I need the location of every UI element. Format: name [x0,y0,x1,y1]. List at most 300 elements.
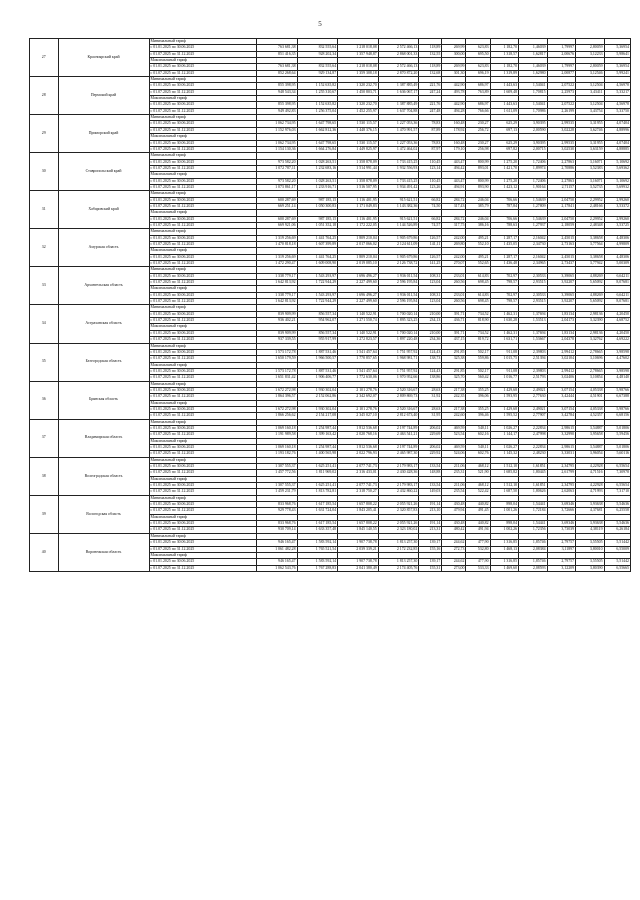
tariff-value: 2,99412 [547,368,576,374]
tariff-value: 946 165,47 [256,559,297,565]
tariff-value: 929 134,87 [297,70,338,76]
tariff-value: 1 700 020,14 [378,311,419,317]
tariff-value: 1 672 272,98 [256,387,297,393]
max-tariff-label: Максимальный тариф [149,248,256,254]
tariff-value: 3,90395 [519,140,548,146]
period-label: с 01.01.2025 по 30.06.2025 [149,464,256,470]
tariff-value: 973 582,20 [256,159,297,165]
tariff-value: 3,53372 [604,203,630,209]
tariff-value: 2,78665 [576,368,605,374]
tariff-value: 3,43411 [576,89,605,95]
tariff-value: 2 174 405,76 [378,565,419,571]
tariff-value: 3,55505 [576,540,605,546]
tariff-value: 1 028 263,51 [297,159,338,165]
tariff-value: 915 621,51 [378,197,419,203]
max-tariff-label: Максимальный тариф [149,210,256,216]
region-number: 37 [30,419,59,457]
tariff-value: 1 609,48 [490,89,519,95]
tariff-value: 946 165,47 [256,540,297,546]
max-tariff-label: Максимальный тариф [149,438,256,444]
tariff-value: 1,54041 [519,102,548,108]
tariff-value: 469,59 [442,445,466,451]
tariff-value: 355,25 [466,406,490,412]
tariff-value: 242,60 [442,413,466,419]
tariff-value: 1 436,48 [490,261,519,267]
tariff-value: 800,99 [466,159,490,165]
tariff-value: 430,48 [442,521,466,527]
tariff-value: 1 357 948,87 [338,51,379,57]
tariff-value: 1 647 798,65 [297,140,338,146]
tariff-value: 600 287,69 [256,216,297,222]
tariff-value: 273,00 [442,565,466,571]
tariff-value: 1 443,63 [490,102,519,108]
tariff-value: 437,15 [442,337,466,343]
tariff-value: 3,72666 [547,508,576,514]
period-label: с 01.07.2025 по 31.12.2025 [149,108,256,114]
tariff-value: 3,32390 [576,318,605,324]
tariff-value: 763 681,38 [256,64,297,70]
tariff-value: 948 543,34 [256,89,297,95]
tariff-value: 832 555,64 [297,45,338,51]
region-name: Архангельская область [58,267,149,305]
tariff-value: 391,71 [442,330,466,336]
tariff-value: 2,47998 [519,432,548,438]
tariff-value: 269,99 [442,64,466,70]
tariff-value: 480,42 [442,527,466,533]
tariff-value: 1 050 300,83 [297,203,338,209]
tariff-value: 2,80059 [576,64,605,70]
tariff-value: 2 572 466,13 [378,45,419,51]
tariff-value: 477,90 [466,540,490,546]
tariff-value: 3,10854 [576,375,605,381]
tariff-value: 1 930 302,04 [297,406,338,412]
tariff-value: 787,84 [490,203,519,209]
tariff-value: 242,00 [442,235,466,241]
tariff-value: 911,08 [490,349,519,355]
tariff-value: 1,72406 [519,178,548,184]
tariff-value: 2 868 001,33 [378,51,419,57]
tariff-value: 5,99241 [604,70,630,76]
page-number: 5 [318,20,322,28]
tariff-value: 396,46 [466,413,490,419]
tariff-value: 614,83 [466,292,490,298]
tariff-value: 3,77942 [576,261,605,267]
tariff-value: 3,33031 [547,451,576,457]
max-tariff-label: Максимальный тариф [149,400,256,406]
tariff-value: 1 845 140,55 [338,527,379,533]
tariff-value: 66,82 [419,216,442,222]
tariff-value: 1 069 160,18 [256,425,297,431]
tariff-value: 2,00676 [547,51,576,57]
tariff-value: 2 809 869,73 [378,394,419,400]
tariff-value: 4,05338 [576,406,605,412]
tariff-value: 210,00 [419,330,442,336]
tariff-value: 234,36 [419,337,442,343]
tariff-value: 4,48140 [604,375,630,381]
tariff-value: 1 358 878,09 [338,178,379,184]
tariff-value: 493,78 [442,89,466,95]
tariff-value: 521,90 [466,470,490,476]
period-label: с 01.01.2025 по 30.06.2025 [149,521,256,527]
tariff-value: 4,88885 [604,146,630,152]
tariff-value: 559,86 [466,356,490,362]
tariff-value: 2 197 744,89 [378,445,419,451]
tariff-value: 3,63159 [576,146,605,152]
tariff-value: 552,65 [466,261,490,267]
min-tariff-label: Минимальный тариф [149,229,256,235]
tariff-value: 8,07681 [604,280,630,286]
tariff-value: 256,98 [466,146,490,152]
tariff-value: 800,99 [466,178,490,184]
tariff-value: 4,05338 [576,387,605,393]
max-tariff-label: Максимальный тариф [149,286,256,292]
tariff-value: 1 154 130,36 [256,146,297,152]
tariff-value: 1 642 813,92 [256,280,297,286]
tariff-value: 928 202,34 [297,51,338,57]
tariff-value: 1 459 231,79 [256,489,297,495]
tariff-value: 1 617 185,54 [297,521,338,527]
tariff-value: 1 152 635,82 [297,102,338,108]
tariff-value: 1 316,85 [490,559,519,565]
tariff-value: 2 172 232,85 [378,546,419,552]
tariff-value: 2,07522 [547,102,576,108]
period-label: с 01.01.2025 по 30.06.2025 [149,445,256,451]
tariff-value: 2,29952 [576,197,605,203]
tariff-value: 2,48230 [519,451,548,457]
tariff-value: 246,04 [466,216,490,222]
max-tariff-label: Максимальный тариф [149,552,256,558]
tariff-value: 1 448 376,15 [338,127,379,133]
tariff-value: 1 319,89 [490,70,519,76]
tariff-value: 148,88 [419,470,442,476]
tariff-value: 1 320 232,70 [338,102,379,108]
period-label: с 01.07.2025 по 31.12.2025 [149,261,256,267]
tariff-value: 2 039 339,21 [338,546,379,552]
tariff-value: 696,19 [466,70,490,76]
tariff-value: 2 316 433,01 [338,470,379,476]
tariff-value: 1 062 734,95 [256,140,297,146]
tariff-value: 669 921,06 [256,222,297,228]
tariff-value: 2 465 987,30 [378,451,419,457]
tariff-value: 301,30 [442,70,466,76]
region-number: 35 [30,343,59,381]
tariff-value: 851 416,35 [256,51,297,57]
tariff-value: 244,62 [442,559,466,565]
tariff-value: 1,79997 [547,64,576,70]
min-tariff-label: Минимальный тариф [149,153,256,159]
tariff-value: 1 191 989,58 [256,432,297,438]
tariff-value: 2,99535 [547,121,576,127]
tariff-value: 235,31 [442,470,466,476]
period-label: с 01.01.2025 по 30.06.2025 [149,425,256,431]
tariff-value: 1 733 415,25 [378,178,419,184]
period-label: с 01.01.2025 по 30.06.2025 [149,292,256,298]
tariff-value: 1 573 172,78 [256,368,297,374]
tariff-value: 697,13 [490,127,519,133]
region-number: 28 [30,77,59,115]
tariff-value: 6,26184 [604,527,630,533]
tariff-value: 929 778,43 [256,508,297,514]
tariff-value: 1 421,70 [490,165,519,171]
tariff-value: 2 020 768,16 [338,432,379,438]
tariff-value: 291,85 [442,349,466,355]
tariff-value: 229,69 [419,432,442,438]
tariff-value: 855 398,95 [256,83,297,89]
tariff-value: 2 152 062,86 [297,394,338,400]
tariff-value: 396,06 [466,394,490,400]
tariff-value: 2 342 692,07 [338,394,379,400]
tariff-value: 3,77564 [576,242,605,248]
tariff-value: 1 069 160,18 [256,445,297,451]
tariff-value: 1 809 210,04 [338,254,379,260]
tariff-value: 1 359 308,18 [338,70,379,76]
tariff-value: 2,16042 [519,254,548,260]
tariff-value: 2,39803 [519,349,548,355]
tariff-value: 1 072 787,11 [256,165,297,171]
tariff-value: 2,08384 [519,546,548,552]
tariff-value: 3,12233 [576,51,605,57]
tariff-value: 110,45 [419,178,442,184]
tariff-value: 442,90 [442,102,466,108]
tariff-value: 1 813 782,81 [297,489,338,495]
tariff-value: 3,93638 [576,521,605,527]
tariff-value: 325,38 [442,356,466,362]
tariff-value: 3,54887 [576,445,605,451]
tariff-value: 385,79 [466,203,490,209]
region-name: Вологодская область [58,495,149,533]
tariff-value: 1,37694 [519,330,548,336]
tariff-value: 898,04 [490,502,519,508]
tariff-value: 3,95658 [576,432,605,438]
tariff-value: 2 017 066,02 [338,242,379,248]
tariff-value: 1 696 496,27 [338,273,379,279]
max-tariff-label: Максимальный тариф [149,58,256,64]
tariff-value: 1 171 049,83 [338,203,379,209]
tariff-value: 1 530 115,57 [338,140,379,146]
tariff-value: 839 909,99 [256,330,297,336]
tariff-value: 1 193 182,76 [256,451,297,457]
tariff-value: 3,62746 [576,127,605,133]
tariff-value: 856 557,34 [297,330,338,336]
tariff-value: 3,02406 [547,375,576,381]
tariff-value: 124,43 [419,349,442,355]
tariff-value: 477,90 [466,559,490,565]
tariff-value: 213,10 [419,508,442,514]
tariff-value: 1,61851 [519,464,548,470]
min-tariff-label: Минимальный тариф [149,77,256,83]
tariff-value: 2,29952 [576,216,605,222]
tariff-value: 2,77630 [519,394,548,400]
tariff-value: 247,24 [419,89,442,95]
tariff-value: 1 255 310,67 [297,89,338,95]
tariff-value: 1 625 251,41 [297,483,338,489]
period-label: с 01.07.2025 по 31.12.2025 [149,51,256,57]
tariff-value: 110,45 [419,159,442,165]
region-number: 31 [30,191,59,229]
tariff-value: 1 864 396,57 [256,394,297,400]
tariff-value: 1 254 987,44 [297,425,338,431]
tariff-value: 495,21 [466,254,490,260]
tariff-value: 2,51793 [519,375,548,381]
region-number: 32 [30,229,59,267]
tariff-value: 3,07154 [547,387,576,393]
tariff-value: 1,79997 [547,45,576,51]
period-label: с 01.01.2025 по 30.06.2025 [149,121,256,127]
tariff-value: 132,68 [419,70,442,76]
tariff-value: 244,62 [442,540,466,546]
tariff-value: 2 101 278,76 [338,406,379,412]
tariff-value: 1 966 500,57 [297,356,338,362]
tariff-value: 3,69346 [547,502,576,508]
period-label: с 01.07.2025 по 31.12.2025 [149,527,256,533]
tariff-value: 1 672 272,98 [256,406,297,412]
tariff-value: 625,29 [490,140,519,146]
tariff-value: 284,72 [442,216,466,222]
tariff-value: 126,57 [419,235,442,241]
period-label: с 01.07.2025 по 31.12.2025 [149,451,256,457]
tariff-value: 6,55009 [604,546,630,552]
tariff-value: 1 275,20 [490,159,519,165]
tariff-value: 4,52357 [576,413,605,419]
tariff-value: 1,89974 [519,165,548,171]
tariff-value: 191,14 [419,521,442,527]
period-label: с 01.07.2025 по 31.12.2025 [149,356,256,362]
tariff-value: 1 811 969,02 [297,470,338,476]
tariff-value: 178,92 [442,127,466,133]
tariff-value: 2,04378 [547,337,576,343]
region-name: Красноярский край [58,39,149,77]
tariff-value: 1 429,68 [490,387,519,393]
tariff-value: 1 026,27 [490,445,519,451]
tariff-value: 87,97 [419,146,442,152]
tariff-value: 702,97 [490,292,519,298]
tariff-value: 1 182,70 [490,45,519,51]
tariff-value: 1,54041 [519,83,548,89]
tariff-value: 2,71157 [547,184,576,190]
period-label: с 01.07.2025 по 31.12.2025 [149,280,256,286]
tariff-value: 788,63 [490,222,519,228]
tariff-value: 325,70 [442,375,466,381]
tariff-value: 1 650 179,59 [256,356,297,362]
tariff-value: 1 275,20 [490,178,519,184]
tariff-value: 893,90 [466,184,490,190]
region-name: Хабаровский край [58,191,149,229]
tariff-value: 5,01806 [604,425,630,431]
tariff-value: 734,52 [466,330,490,336]
region-number: 39 [30,495,59,533]
tariff-value: 2,00715 [519,146,548,152]
tariff-value: 1 530 115,57 [338,121,379,127]
tariff-value: 247,48 [419,108,442,114]
tariff-value: 1 541 457,64 [338,349,379,355]
period-label: с 01.01.2025 по 30.06.2025 [149,83,256,89]
tariff-value: 987 185,15 [297,197,338,203]
tariff-value: 2 022 796,93 [338,451,379,457]
tariff-value: 3,53725 [604,222,630,228]
period-label: с 01.07.2025 по 31.12.2025 [149,299,256,305]
min-tariff-label: Минимальный тариф [149,343,256,349]
tariff-value: 1 687,50 [490,489,519,495]
tariff-value: 2,18059 [547,222,576,228]
tariff-value: 949 492,83 [256,108,297,114]
tariff-value: 440,82 [466,521,490,527]
tariff-value: 1 028 263,51 [297,178,338,184]
tariff-value: 3,02530 [547,146,576,152]
tariff-value: 3,31955 [576,140,605,146]
tariff-value: 3,07154 [547,406,576,412]
tariff-value: 2,48348 [576,222,605,228]
tariff-value: 1,83134 [547,311,576,317]
tariff-value: 1 543 293,97 [297,292,338,298]
tariff-value: 5,54636 [604,521,630,527]
tariff-value: 6,64211 [604,273,630,279]
tariff-value: 4,88269 [576,273,605,279]
tariff-value: 1 812 536,68 [338,445,379,451]
tariff-value: 533,33 [466,565,490,571]
tariff-value: 3,42784 [547,413,576,419]
tariff-value: 1,54441 [519,521,548,527]
tariff-value: 686,97 [466,83,490,89]
period-label: с 01.07.2025 по 31.12.2025 [149,89,256,95]
tariff-value: 221,76 [419,102,442,108]
tariff-value: 211,06 [442,464,466,470]
tariff-value: 31,92 [419,394,442,400]
period-label: с 01.01.2025 по 30.06.2025 [149,502,256,508]
period-label: с 01.01.2025 по 30.06.2025 [149,235,256,241]
tariff-value: 217,38 [442,387,466,393]
tariff-value: 1 338 779,17 [256,273,297,279]
tariff-value: 1 062 543,76 [256,565,297,571]
tariff-value: 28,63 [419,387,442,393]
tariff-value: 1 932 556,93 [378,165,419,171]
tariff-value: 6,68156 [604,413,630,419]
tariff-value: 443,47 [442,178,466,184]
tariff-value: 3,12504 [576,102,605,108]
tariff-value: 2,48166 [576,203,605,209]
tariff-value: 1,46039 [519,64,548,70]
tariff-value: 1,72406 [519,159,548,165]
min-tariff-label: Минимальный тариф [149,533,256,539]
max-tariff-label: Максимальный тариф [149,324,256,330]
tariff-value: 1 435,05 [490,242,519,248]
tariff-value: 5,10692 [604,178,630,184]
tariff-value: 552,10 [466,242,490,248]
tariff-value: 5,98766 [604,406,630,412]
period-label: с 01.07.2025 по 31.12.2025 [149,489,256,495]
tariff-value: 1 307 555,37 [256,464,297,470]
period-label: с 01.01.2025 по 30.06.2025 [149,178,256,184]
tariff-value: 229,92 [419,451,442,457]
tariff-value: 221,76 [419,83,442,89]
tariff-value: 911,08 [490,368,519,374]
tariff-value: 1 887 531,46 [297,349,338,355]
tariff-value: 3,39065 [547,292,576,298]
tariff-value: 479,94 [442,508,466,514]
tariff-value: 1 271 550,74 [338,318,379,324]
tariff-value: 2 320 857,83 [378,508,419,514]
tariff-value: 1 651 831,42 [256,375,297,381]
tariff-value: 1 905 679,86 [378,235,419,241]
tariff-value: 1 968 981,71 [378,356,419,362]
tariff-value: 1,27937 [519,222,548,228]
period-label: с 01.07.2025 по 31.12.2025 [149,127,256,133]
tariff-value: 1,27809 [519,203,548,209]
tariff-value: 1,54441 [519,502,548,508]
tariff-value: 1 338 779,17 [256,292,297,298]
tariff-value: 141,11 [419,242,442,248]
tariff-value: 124,43 [419,368,442,374]
tariff-value: 235,54 [442,489,466,495]
